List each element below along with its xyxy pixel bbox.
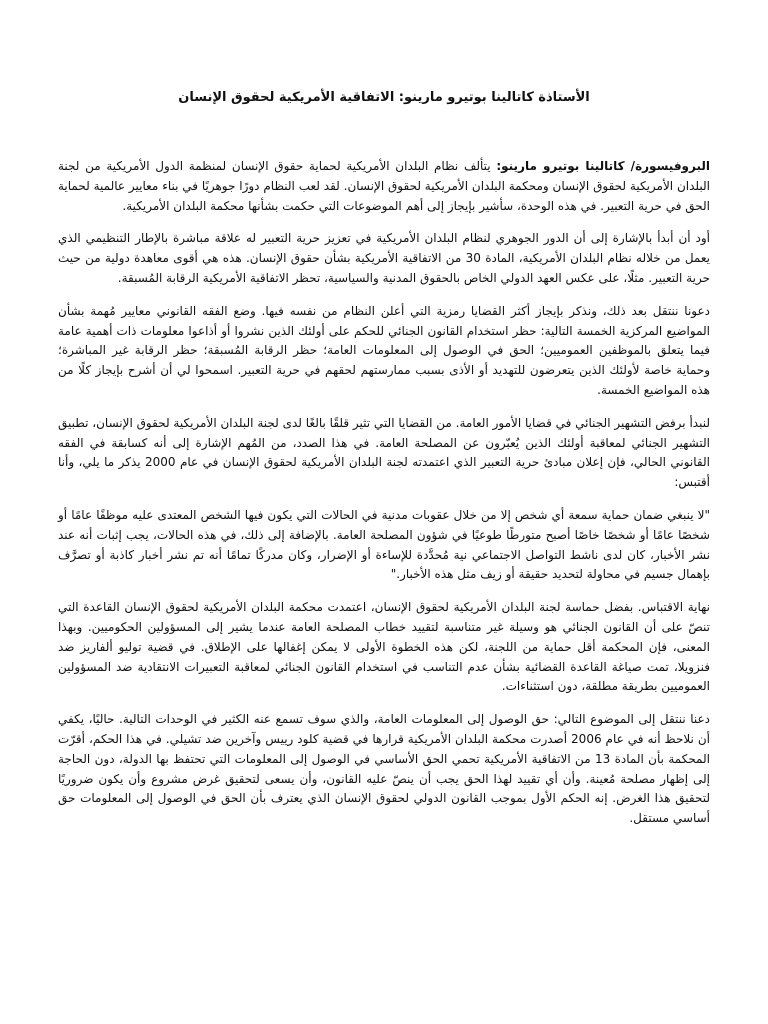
paragraph-end-quote: نهاية الاقتباس. بفضل حماسة لجنة البلدان الأمريكية لحقوق الإنسان، اعتمدت محكمة البلدان الأمريكية لحقوق الإنسان القاعدة التي تنصّ على أن القانون الجنائي هو وسيلة غير متناسبة لتقييد خطاب المصلحة العامة عندما يشير إلى المسؤولين الحكوميين. وبهذا المعنى، فإن المحكمة أقل حماية من اللجنة، لكن هذه الخطوة الأولى لا يمكن إغفالها على الإطلاق. في قضية توليو ألفاريز ضد فنزويلا، تمت صياغة القاعدة القضائية بشأن عدم التناسب في استخدام القانون الجنائي لمعاقبة التعبيرات الانتقادية ضد المسؤولين العموميين بطريقة مطلقة، دون استثناءات.: [58, 600, 710, 694]
paragraph-intro: [58, 157, 710, 216]
paragraph-criminal-defamation: لنبدأ برفض التشهير الجنائي في قضايا الأمور العامة. من القضايا التي تثير قلقًا بالغًا لدى لجنة البلدان الأمريكية لحقوق الإنسان، تطبيق التشهير الجنائي لمعاقبة أولئك الذين يُعبّرون عن المصلحة العامة. في هذا الصدد، من المُهم الإشارة إلى أنه كسابقة في الفقه القانوني الحالي، فإن إعلان مبادئ حرية التعبير الذي اعتمدته لجنة البلدان الأمريكية لحقوق الإنسان في عام 2000 يذكر ما يلي، وأنا أقتبس:: [57, 415, 710, 490]
paragraph-five-topics: دعونا ننتقل بعد ذلك، ونذكر بإيجاز أكثر القضايا رمزية التي أعلن النظام من نفسه فيها. وضع الفقه القانوني معايير مُهمة بشأن المواضيع المركزية الخمسة التالية: حظر استخدام القانون الجنائي للحكم على أولئك الذين نشروا أو أذاعوا معلومات ذات أهمية عامة فيما يتعلق بالموظفين العموميين؛ الحق في الوصول إلى المعلومات العامة؛ حظر الرقابة المُسبقة؛ حظر الرقابة غير المباشرة؛ وحماية خاصة لأولئك الذين يتعرضون للتهديد أو الأذى بسبب ممارستهم لحقهم في حرية التعبير. اسمحوا لي أن أشرح بإيجاز كلًا من هذه المواضيع الخمسة.: [58, 303, 710, 397]
paragraph-quote: "لا ينبغي ضمان حماية سمعة أي شخص إلا من خلال عقوبات مدنية في الحالات التي يكون فيها الشخص المعتدى عليه موظفًا عامًا أو شخصًا عامًا أو شخصًا خاصًا أصبح متورطًا طوعيًا في شؤون المصلحة العامة. بالإضافة إلى ذلك، في هذه الحالات، يجب إثبات أنه عند نشر الأخبار، كان لدى ناشط التواصل الاجتماعي نية مُحدَّدة للإساءة أو الإضرار، وكان مدركًا تمامًا أنه تم نشر أخبار كاذبة أو تصرَّف بإهمال جسيم في محاولة لتحديد حقيقة أو زيف مثل هذه الأخبار.": [58, 507, 710, 582]
paragraph-access-to-information: دعنا ننتقل إلى الموضوع التالي: حق الوصول إلى المعلومات العامة، والذي سوف تسمع عنه الكثير في الوحدات التالية. حاليًا، يكفي أن نلاحظ أنه في عام 2006 أصدرت محكمة البلدان الأمريكية قرارها في قضية كلود رييس وآخرين ضد تشيلي. في هذا الحكم، أقرّت المحكمة بأن المادة 13 من الاتفاقية الأمريكية تحمي الحق الأساسي في الوصول إلى المعلومات التي تحتفظ بها الدولة، دون الحاجة إلى إظهار مصلحة مُعينة. وأن أي تقييد لهذا الحق يجب أن ينصّ عليه القانون، وأن يسعى لتحقيق غرض مشروع وأن يكون ضروريًا لتحقيق هذا الغرض. إنه الحكم الأول بموجب القانون الدولي لحقوق الإنسان الذي يعترف بأن الحق في الوصول إلى المعلومات حق أساسي مستقل.: [58, 712, 710, 826]
paragraph-legal-framework: أود أن أبدأ بالإشارة إلى أن الدور الجوهري لنظام البلدان الأمريكية في تعزيز حرية التعبير له علاقة مباشرة بالإطار التنظيمي الذي يعمل من خلاله نظام البلدان الأمريكية، المادة 30 من الاتفاقية الأمريكية بشأن حقوق الإنسان. هذه هي أقوى معاهدة دولية من حيث حرية التعبير. مثلًا، على عكس العهد الدولي الخاص بالحقوق المدنية والسياسية، تحظر الاتفاقية الأمريكية الرقابة المُسبقة.: [58, 231, 710, 285]
paragraph-intro-text: يتألف نظام البلدان الأمريكية لحماية حقوق الإنسان لمنظمة الدول الأمريكية من لجنة البلدان الأمريكية لحقوق الإنسان ومحكمة البلدان الأمريكية لحقوق الإنسان. لقد لعب النظام دورًا جوهريًا في بناء معايير عالمية لحماية الحق في حرية التعبير. في هذه الوحدة، سأشير بإيجاز إلى أهم الموضوعات التي حكمت بشأنها محكمة البلدان الأمريكية.: [58, 159, 710, 213]
document-title: الأستاذة كاتالينا بوتيرو مارينو: الاتفاقية الأمريكية لحقوق الإنسان: [178, 90, 590, 105]
speaker-name: البروفيسورة/ كاتالينا بوتيرو مارينو:: [496, 159, 710, 173]
